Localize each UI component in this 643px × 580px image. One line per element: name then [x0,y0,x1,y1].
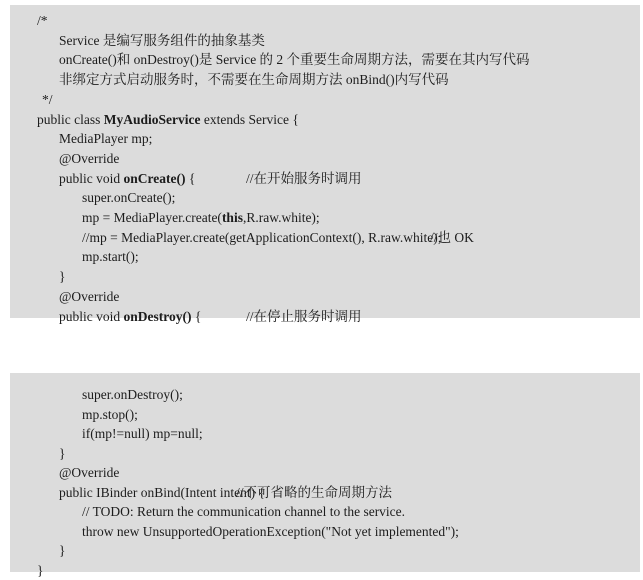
code-line [10,110,299,129]
code-line [10,483,393,502]
code-line [10,228,474,247]
code-block-1 [10,5,640,324]
code-line [10,502,405,521]
code-text: */ [42,91,53,107]
code-text: public class [37,111,104,127]
code-line [10,247,139,266]
code-text: { [191,308,202,324]
code-comment: //在开始服务时调用 [246,170,362,186]
code-text: throw new UnsupportedOperationException("Not yet implemented"); [82,523,459,539]
code-text: @Override [59,150,120,166]
code-text: // TODO: Return the communication channel to the service. [82,504,406,519]
code-text: public void [59,170,124,186]
code-comment: //在停止服务时调用 [246,308,362,324]
code-text: mp = MediaPlayer.create( [82,210,222,225]
code-line [10,188,175,207]
code-text: } [59,445,66,461]
code-text: if(mp!=null) mp=null; [82,426,203,441]
code-text: //mp = MediaPlayer.create(getApplicationContext(), R.raw.white); [82,229,442,245]
code-text: ,R.raw.white); [242,210,320,225]
code-text: extends Service { [200,111,299,127]
code-line [10,129,152,148]
code-text: super.onDestroy(); [82,387,183,402]
code-line [10,463,119,482]
code-text: /* [37,13,48,28]
code-line [10,307,362,326]
code-line [10,444,65,463]
code-line [10,50,530,69]
code-line [10,70,449,89]
code-line [10,405,138,424]
code-line [10,424,203,443]
code-text: super.onCreate(); [82,190,176,206]
code-comment: //不可省略的生命周期方法 [236,484,393,500]
code-line [10,385,183,404]
code-line [10,31,265,50]
code-text: } [37,562,44,578]
code-line [10,541,65,560]
code-text: MediaPlayer mp; [59,131,153,147]
code-text: } [59,269,66,285]
code-text: @Override [59,288,120,304]
code-line [10,267,65,286]
code-text: @Override [59,465,120,480]
code-text: onCreate()和 onDestroy()是 Service 的 2 个重要生命周期方法，需要在其内写代码 [59,52,530,68]
code-text: public void [59,308,124,324]
code-text: mp.stop(); [82,406,138,422]
code-line [10,11,48,30]
code-block-2 [10,373,640,578]
code-text: 非绑定方式启动服务时，不需要在生命周期方法 onBind()内写代码 [59,72,449,88]
code-line [10,287,119,306]
code-line [10,90,53,109]
code-text: public IBinder onBind(Intent intent) { [59,484,272,500]
code-keyword: onCreate() [123,170,186,186]
code-comment: //也 OK [430,229,474,245]
code-keyword: this [221,210,243,225]
code-line [10,561,43,580]
code-line [10,169,362,188]
code-keyword: onDestroy() [123,308,192,324]
code-line [10,149,119,168]
code-text: Service 是编写服务组件的抽象基类 [59,32,265,48]
code-text: } [59,543,66,558]
code-text: { [185,170,196,186]
code-text: mp.start(); [82,249,139,265]
code-line [10,208,320,227]
code-line [10,522,459,541]
code-keyword: MyAudioService [103,111,201,127]
